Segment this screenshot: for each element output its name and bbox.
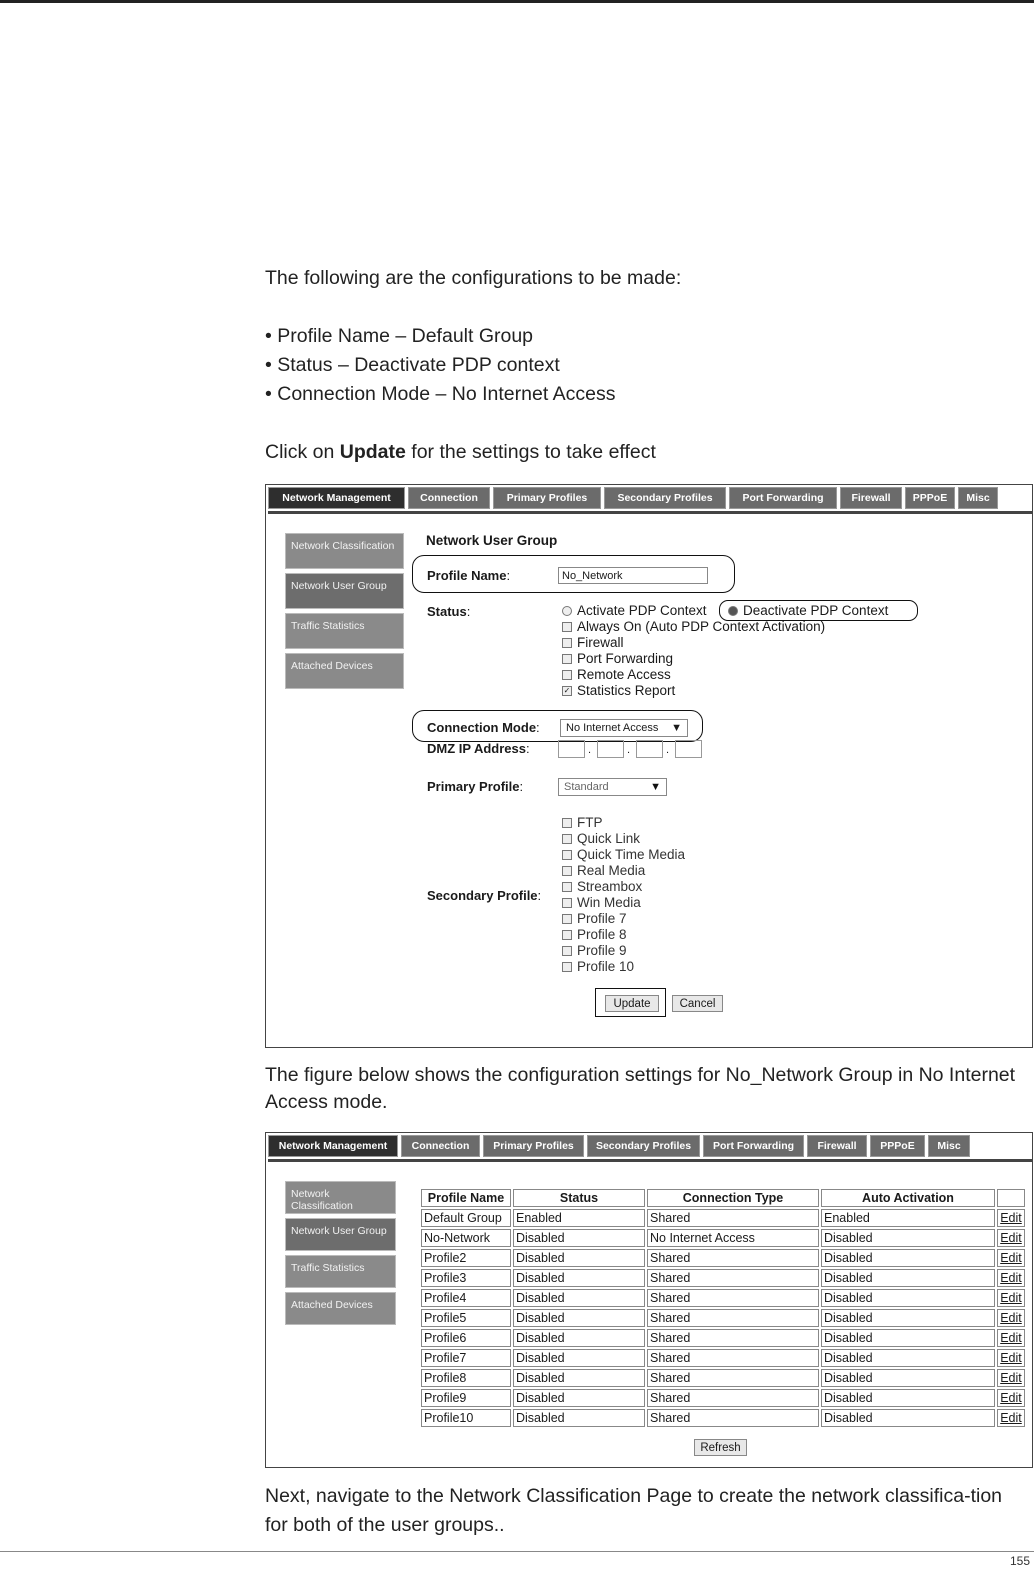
radio-icon: [562, 606, 572, 616]
checkbox-icon: [562, 962, 572, 972]
cell-status: Disabled: [513, 1329, 645, 1347]
cell-profile-name: No-Network: [421, 1229, 511, 1247]
tab-port-forwarding[interactable]: Port Forwarding: [729, 487, 837, 509]
checkbox-icon: [562, 638, 572, 648]
cell-profile-name: Profile9: [421, 1389, 511, 1407]
tab-primary-profiles[interactable]: Primary Profiles: [493, 487, 601, 509]
checkbox-icon: [562, 654, 572, 664]
intro-text: The following are the configurations to be made:: [265, 267, 682, 289]
tab-primary-profiles[interactable]: Primary Profiles: [483, 1135, 584, 1157]
cell-profile-name: Profile8: [421, 1369, 511, 1387]
cell-profile-name: Profile2: [421, 1249, 511, 1267]
tab-pppoe[interactable]: PPPoE: [870, 1135, 925, 1157]
user-group-form-screenshot: [265, 484, 1033, 1048]
checkbox-icon: [562, 946, 572, 956]
cell-connection-type: Shared: [647, 1329, 819, 1347]
dmz-ip-octet-2[interactable]: [597, 740, 624, 758]
table-row: [421, 1409, 1025, 1427]
edit-link[interactable]: Edit: [997, 1269, 1025, 1287]
checkbox-icon: [562, 914, 572, 924]
cell-auto-activation: Disabled: [821, 1249, 995, 1267]
cell-connection-type: Shared: [647, 1409, 819, 1427]
cell-status: Disabled: [513, 1229, 645, 1247]
check-port-forwarding[interactable]: Port Forwarding: [562, 651, 673, 666]
cell-profile-name: Profile3: [421, 1269, 511, 1287]
table-row: [421, 1209, 1025, 1227]
click-instruction: Click on Update for the settings to take effect: [265, 441, 656, 463]
side-traffic-statistics[interactable]: Traffic Statistics: [285, 613, 404, 649]
cancel-button[interactable]: Cancel: [672, 995, 723, 1012]
cell-auto-activation: Disabled: [821, 1309, 995, 1327]
tab-bar: [268, 487, 1032, 514]
cell-auto-activation: Disabled: [821, 1369, 995, 1387]
secondary-streambox[interactable]: Streambox: [562, 879, 642, 894]
checkbox-icon: [562, 930, 572, 940]
table-row: [421, 1309, 1025, 1327]
highlight-profile-name: [412, 555, 735, 593]
edit-link[interactable]: Edit: [997, 1329, 1025, 1347]
status-label: Status:: [427, 604, 471, 619]
secondary-profile-7[interactable]: Profile 7: [562, 911, 627, 926]
side-network-user-group[interactable]: Network User Group: [285, 1218, 396, 1251]
secondary-ftp[interactable]: FTP: [562, 815, 603, 830]
highlight-update: [595, 988, 666, 1017]
cell-auto-activation: Disabled: [821, 1289, 995, 1307]
ip-separator: .: [627, 744, 631, 756]
checkbox-icon: [562, 850, 572, 860]
secondary-profile-8[interactable]: Profile 8: [562, 927, 627, 942]
profile-name-label: Profile Name:: [427, 568, 511, 583]
tab-misc[interactable]: Misc: [928, 1135, 970, 1157]
cell-status: Disabled: [513, 1249, 645, 1267]
cell-connection-type: Shared: [647, 1309, 819, 1327]
cell-connection-type: Shared: [647, 1349, 819, 1367]
tab-bar: [268, 1135, 1032, 1162]
dmz-ip-octet-3[interactable]: [636, 740, 663, 758]
form-title: Network User Group: [426, 533, 558, 548]
cell-profile-name: Profile10: [421, 1409, 511, 1427]
cell-profile-name: Default Group: [421, 1209, 511, 1227]
cell-connection-type: Shared: [647, 1249, 819, 1267]
cell-status: Disabled: [513, 1309, 645, 1327]
side-network-classification[interactable]: Network Classification: [285, 533, 404, 569]
edit-link[interactable]: Edit: [997, 1229, 1025, 1247]
header-auto-activation: Auto Activation: [821, 1189, 995, 1207]
edit-link[interactable]: Edit: [997, 1389, 1025, 1407]
table-row: [421, 1349, 1025, 1367]
tab-secondary-profiles[interactable]: Secondary Profiles: [587, 1135, 700, 1157]
check-remote-access[interactable]: Remote Access: [562, 667, 671, 682]
table-header-row: [421, 1189, 1025, 1207]
cell-status: Disabled: [513, 1369, 645, 1387]
cell-auto-activation: Enabled: [821, 1209, 995, 1227]
connection-mode-select[interactable]: No Internet Access ▼: [560, 719, 688, 737]
bullet-connection: • Connection Mode – No Internet Access: [265, 383, 616, 405]
tab-secondary-profiles[interactable]: Secondary Profiles: [604, 487, 726, 509]
edit-link[interactable]: Edit: [997, 1309, 1025, 1327]
secondary-quick-time-media[interactable]: Quick Time Media: [562, 847, 685, 862]
checkbox-checked-icon: ✓: [563, 685, 571, 695]
tab-firewall[interactable]: Firewall: [840, 487, 902, 509]
cell-connection-type: Shared: [647, 1289, 819, 1307]
secondary-win-media[interactable]: Win Media: [562, 895, 641, 910]
cell-auto-activation: Disabled: [821, 1409, 995, 1427]
tab-firewall[interactable]: Firewall: [807, 1135, 867, 1157]
page-number: 155: [1009, 1554, 1030, 1568]
user-group-table-screenshot: [265, 1132, 1033, 1468]
secondary-real-media[interactable]: Real Media: [562, 863, 645, 878]
header-status: Status: [513, 1189, 645, 1207]
check-firewall[interactable]: Firewall: [562, 635, 624, 650]
cell-status: Disabled: [513, 1289, 645, 1307]
cell-status: Disabled: [513, 1389, 645, 1407]
cell-connection-type: Shared: [647, 1269, 819, 1287]
secondary-profile-10[interactable]: Profile 10: [562, 959, 634, 974]
cell-auto-activation: Disabled: [821, 1229, 995, 1247]
edit-link[interactable]: Edit: [997, 1349, 1025, 1367]
edit-link[interactable]: Edit: [997, 1209, 1025, 1227]
table-row: [421, 1329, 1025, 1347]
ip-separator: .: [588, 744, 592, 756]
side-menu: [285, 1181, 396, 1329]
tab-port-forwarding[interactable]: Port Forwarding: [703, 1135, 804, 1157]
header-profile-name: Profile Name: [421, 1189, 511, 1207]
dropdown-arrow-icon: ▼: [671, 722, 682, 734]
dropdown-arrow-icon: ▼: [650, 781, 661, 793]
user-group-table: [419, 1187, 1027, 1429]
cell-auto-activation: Disabled: [821, 1329, 995, 1347]
table-row: [421, 1289, 1025, 1307]
profile-name-input[interactable]: No_Network: [558, 567, 708, 584]
header-edit: [997, 1189, 1025, 1207]
edit-link[interactable]: Edit: [997, 1249, 1025, 1267]
cell-status: Enabled: [513, 1209, 645, 1227]
side-attached-devices[interactable]: Attached Devices: [285, 653, 404, 689]
checkbox-icon: [562, 818, 572, 828]
bullet-profile: • Profile Name – Default Group: [265, 325, 534, 347]
table-row: [421, 1229, 1025, 1247]
table-row: [421, 1389, 1025, 1407]
checkbox-icon: [562, 622, 572, 632]
dmz-ip-octet-4[interactable]: [675, 740, 702, 758]
header-connection-type: Connection Type: [647, 1189, 819, 1207]
cell-connection-type: Shared: [647, 1389, 819, 1407]
cell-connection-type: Shared: [647, 1369, 819, 1387]
status-activate-radio[interactable]: Activate PDP Context: [562, 603, 707, 618]
side-attached-devices[interactable]: Attached Devices: [285, 1292, 396, 1325]
secondary-quick-link[interactable]: Quick Link: [562, 831, 640, 846]
cell-status: Disabled: [513, 1409, 645, 1427]
check-statistics-report[interactable]: ✓ Statistics Report: [563, 683, 676, 698]
cell-connection-type: No Internet Access: [647, 1229, 819, 1247]
cell-auto-activation: Disabled: [821, 1269, 995, 1287]
top-rule: [0, 0, 1034, 3]
cell-status: Disabled: [513, 1269, 645, 1287]
cell-status: Disabled: [513, 1349, 645, 1367]
primary-profile-label: Primary Profile:: [427, 779, 524, 794]
status-deactivate-radio[interactable]: Deactivate PDP Context: [728, 603, 888, 618]
cell-profile-name: Profile7: [421, 1349, 511, 1367]
checkbox-icon: [562, 898, 572, 908]
caption-text: The figure below shows the configuration settings for No_Network Group in No Internet Access mode.: [265, 1064, 1016, 1113]
edit-link[interactable]: Edit: [997, 1409, 1025, 1427]
dmz-ip-label: DMZ IP Address:: [427, 741, 530, 756]
cell-auto-activation: Disabled: [821, 1389, 995, 1407]
tab-connection[interactable]: Connection: [408, 487, 490, 509]
secondary-profile-label: Secondary Profile:: [427, 888, 542, 903]
primary-profile-select[interactable]: Standard ▼: [558, 778, 667, 796]
tab-pppoe[interactable]: PPPoE: [905, 487, 955, 509]
tab-misc[interactable]: Misc: [958, 487, 998, 509]
ip-separator: .: [666, 744, 670, 756]
side-traffic-statistics[interactable]: Traffic Statistics: [285, 1255, 396, 1288]
edit-link[interactable]: Edit: [997, 1289, 1025, 1307]
side-network-classification[interactable]: Network Classification: [285, 1181, 396, 1214]
bullet-status: • Status – Deactivate PDP context: [265, 354, 560, 376]
checkbox-icon: [562, 866, 572, 876]
highlight-deactivate: [719, 600, 918, 621]
footer-text: Next, navigate to the Network Classification Page to create the network classifica-tion for both of the user groups..: [265, 1485, 1003, 1536]
cell-profile-name: Profile4: [421, 1289, 511, 1307]
cell-connection-type: Shared: [647, 1209, 819, 1227]
connection-mode-label: Connection Mode:: [427, 720, 540, 735]
tab-connection[interactable]: Connection: [401, 1135, 480, 1157]
checkbox-icon: [562, 834, 572, 844]
bottom-rule: [0, 1551, 1034, 1552]
update-button[interactable]: Update: [605, 995, 659, 1012]
refresh-button[interactable]: Refresh: [694, 1439, 747, 1456]
tab-network-management[interactable]: Network Management: [268, 1135, 398, 1157]
highlight-connection-mode: [412, 710, 703, 742]
intro-block: [265, 264, 681, 467]
checkbox-icon: [562, 670, 572, 680]
cell-auto-activation: Disabled: [821, 1349, 995, 1367]
table-row: [421, 1369, 1025, 1387]
side-network-user-group[interactable]: Network User Group: [285, 573, 404, 609]
checkbox-icon: [562, 882, 572, 892]
table-row: [421, 1269, 1025, 1287]
tab-network-management[interactable]: Network Management: [268, 487, 405, 509]
table-row: [421, 1249, 1025, 1267]
dmz-ip-octet-1[interactable]: [558, 740, 585, 758]
cell-profile-name: Profile6: [421, 1329, 511, 1347]
edit-link[interactable]: Edit: [997, 1369, 1025, 1387]
check-always-on[interactable]: Always On (Auto PDP Context Activation): [562, 619, 825, 634]
secondary-profile-9[interactable]: Profile 9: [562, 943, 627, 958]
side-menu: [285, 533, 404, 693]
cell-profile-name: Profile5: [421, 1309, 511, 1327]
